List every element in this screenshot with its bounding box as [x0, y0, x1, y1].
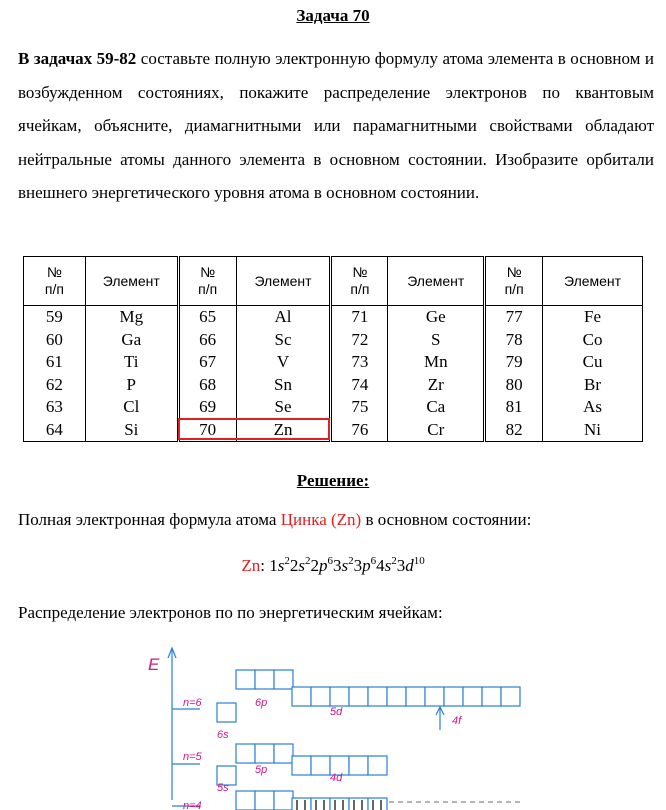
cell-number: 64: [24, 419, 86, 442]
cell-element: Zn: [236, 419, 331, 442]
cell-element: Ti: [85, 351, 178, 374]
cell-number: 72: [331, 329, 388, 352]
table-row: [24, 374, 643, 397]
cell-number: 80: [485, 374, 543, 397]
cell-number: 60: [24, 329, 86, 352]
cells-6p: [255, 670, 274, 689]
cell-number: 78: [485, 329, 543, 352]
term-electrons: 2: [391, 555, 397, 567]
cells-4f: [501, 687, 520, 706]
cells-6s: [217, 703, 236, 722]
cells-6p: [236, 670, 255, 689]
formula-term: [397, 556, 425, 575]
cell-element: Zr: [388, 374, 485, 397]
header-number: [24, 257, 86, 306]
cell-number: 70: [178, 419, 236, 442]
label-6p: 6p: [255, 697, 268, 709]
solution-title: Решение:: [296, 471, 370, 490]
cell-element: As: [543, 396, 643, 419]
header-element: Элемент: [543, 257, 643, 306]
cell-number: 75: [331, 396, 388, 419]
label-n5: n=5: [183, 751, 202, 763]
cell-element: Co: [543, 329, 643, 352]
header-element: Элемент: [236, 257, 331, 306]
formula-term: [290, 556, 311, 575]
cell-number: 81: [485, 396, 543, 419]
cell-element: Mg: [85, 306, 178, 329]
energy-diagram: [0, 640, 666, 810]
axis-label: E: [148, 655, 160, 674]
cells-4f: [482, 687, 501, 706]
label-5p: 5p: [255, 764, 268, 776]
cell-number: 62: [24, 374, 86, 397]
task-title: Задача 70: [296, 6, 370, 25]
term-subshell: s: [277, 556, 285, 575]
header-number: [331, 257, 388, 306]
term-shell: 4: [376, 556, 385, 575]
term-shell: 3: [396, 556, 406, 575]
solution-prefix: Полная электронная формула атома: [18, 510, 281, 529]
cells-5p: [236, 744, 255, 763]
cell-number: 82: [485, 419, 543, 442]
term-shell: 2: [289, 556, 299, 575]
cells-5p: [274, 744, 293, 763]
elements-table: [23, 256, 643, 442]
cells-3d: [349, 798, 368, 810]
distribution-text: Распределение электронов по по энергетическим ячейкам:: [18, 603, 443, 622]
cells-5d: [330, 687, 349, 706]
cells-6p: [274, 670, 293, 689]
table-row: [24, 306, 643, 329]
table-row: [24, 396, 643, 419]
cell-number: 67: [178, 351, 236, 374]
formula-term: [269, 556, 290, 575]
table-row: [24, 351, 643, 374]
formula-term: [310, 556, 333, 575]
header-number: [485, 257, 543, 306]
cell-number: 71: [331, 306, 388, 329]
formula-term: [354, 556, 377, 575]
cells-3d: [368, 798, 387, 810]
task-statement: [18, 42, 654, 210]
term-subshell: d: [405, 556, 414, 575]
label-5s: 5s: [217, 782, 229, 794]
electron-formula: [0, 555, 666, 576]
term-electrons: 10: [413, 555, 425, 567]
cell-element: P: [85, 374, 178, 397]
header-number-sign: №: [46, 264, 62, 280]
cell-number: 59: [24, 306, 86, 329]
table-row: [24, 419, 643, 442]
term-subshell: s: [298, 556, 305, 575]
label-5d: 5d: [330, 706, 343, 718]
cell-element: Ge: [388, 306, 485, 329]
formula-separator: :: [260, 556, 270, 575]
cells-4f: [444, 687, 463, 706]
header-number-abbr: п/п: [44, 281, 64, 297]
solution-suffix: в основном состоянии:: [361, 510, 532, 529]
term-subshell: s: [384, 556, 392, 575]
cells-4f: [425, 687, 444, 706]
header-number-sign: №: [352, 264, 368, 280]
term-subshell: p: [362, 556, 371, 575]
cell-element: Cu: [543, 351, 643, 374]
header-number-sign: №: [506, 264, 522, 280]
cells-3d: [292, 798, 311, 810]
cell-element: Sn: [236, 374, 331, 397]
label-6s: 6s: [217, 729, 229, 741]
cell-element: Sc: [236, 329, 331, 352]
term-electrons: 2: [348, 555, 354, 567]
cell-element: Ga: [85, 329, 178, 352]
cell-element: Mn: [388, 351, 485, 374]
label-4d: 4d: [330, 772, 343, 784]
cell-number: 68: [178, 374, 236, 397]
cell-element: Si: [85, 419, 178, 442]
cell-number: 69: [178, 396, 236, 419]
cell-element: Ni: [543, 419, 643, 442]
solution-line: [18, 510, 531, 530]
cells-4p: [236, 791, 255, 810]
cell-number: 74: [331, 374, 388, 397]
cells-5d: [368, 687, 387, 706]
header-number: [178, 257, 236, 306]
formula-term: [333, 556, 354, 575]
cell-element: Br: [543, 374, 643, 397]
highlight-box: [178, 418, 330, 440]
table-header: [24, 257, 643, 306]
term-shell: 3: [332, 556, 342, 575]
cell-element: Al: [236, 306, 331, 329]
cells-5d: [311, 687, 330, 706]
element-name: Цинка (Zn): [280, 510, 362, 529]
orbital-cells: [217, 670, 520, 810]
header-number-abbr: п/п: [504, 281, 524, 297]
cells-4d: [349, 756, 368, 775]
term-shell: 3: [353, 556, 363, 575]
cell-number: 66: [178, 329, 236, 352]
cells-5p: [255, 744, 274, 763]
cell-number: 65: [178, 306, 236, 329]
cell-element: V: [236, 351, 331, 374]
cells-4p: [255, 791, 274, 810]
cell-element: Cl: [85, 396, 178, 419]
formula-symbol: Zn: [241, 556, 261, 575]
cells-5d: [349, 687, 368, 706]
task-range: В задачах 59-82: [18, 49, 137, 68]
header-element: Элемент: [85, 257, 178, 306]
term-electrons: 2: [284, 555, 290, 567]
term-shell: 1: [269, 556, 278, 575]
cells-4f: [406, 687, 425, 706]
cell-number: 76: [331, 419, 388, 442]
cell-number: 63: [24, 396, 86, 419]
table-row: [24, 329, 643, 352]
cell-element: Fe: [543, 306, 643, 329]
cells-3d: [311, 798, 330, 810]
header-number-abbr: п/п: [350, 281, 370, 297]
cells-4f: [387, 687, 406, 706]
cells-4d: [292, 756, 311, 775]
term-electrons: 6: [370, 555, 377, 567]
cell-element: S: [388, 329, 485, 352]
cells-4f: [463, 687, 482, 706]
term-subshell: p: [318, 556, 328, 575]
task-text: составьте полную электронную формулу атома элемента в основном и возбужденном состояниях, покажите распределение электронов по квантовым ячейкам, объясните, диамагнитными или парамагнитными свойствами обладают нейтральные атомы данного элемента в основном состоянии. Изобразите орбитали внешнего энергетического уровня атома в основном состоянии.: [18, 49, 654, 202]
term-subshell: s: [341, 556, 349, 575]
header-element: Элемент: [388, 257, 485, 306]
cells-3d: [330, 798, 349, 810]
term-electrons: 2: [304, 555, 311, 567]
header-number-sign: №: [200, 264, 216, 280]
cells-4d: [311, 756, 330, 775]
cells-4p: [274, 791, 293, 810]
cell-element: Ca: [388, 396, 485, 419]
term-shell: 2: [310, 556, 319, 575]
label-n6: n=6: [183, 697, 202, 709]
cells-5d: [292, 687, 311, 706]
cell-number: 61: [24, 351, 86, 374]
cell-element: Cr: [388, 419, 485, 442]
formula-term: [376, 556, 397, 575]
cell-number: 73: [331, 351, 388, 374]
term-electrons: 6: [327, 555, 333, 567]
header-number-abbr: п/п: [198, 281, 218, 297]
cell-number: 79: [485, 351, 543, 374]
label-4f: 4f: [452, 715, 462, 727]
cells-4d: [368, 756, 387, 775]
cell-element: Se: [236, 396, 331, 419]
cell-number: 77: [485, 306, 543, 329]
label-n4: n=4: [183, 800, 202, 810]
